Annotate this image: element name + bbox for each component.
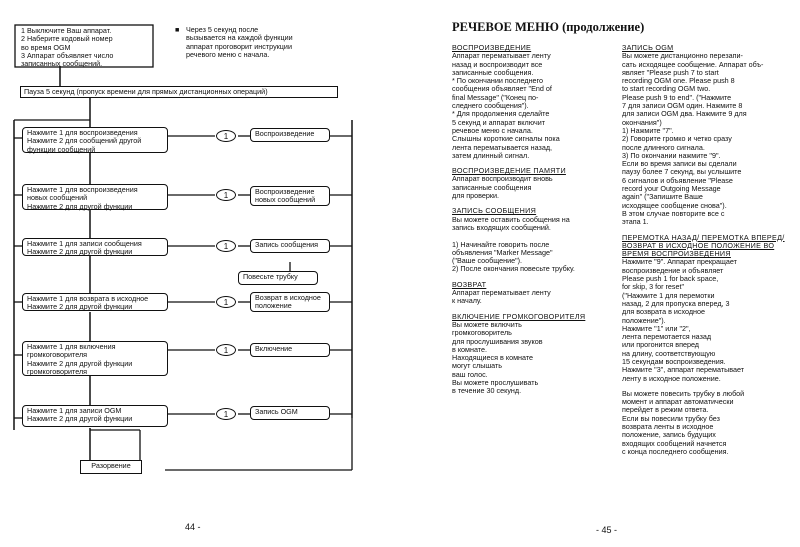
section-line: для проверки. — [452, 191, 500, 201]
action-box-5: Включение — [250, 343, 330, 357]
section-line: входящих сообщений начнется — [622, 438, 727, 448]
section-line: Находящиеся в комнате — [452, 353, 534, 363]
section-heading: ВОЗВРАТ — [452, 279, 487, 289]
note-marker: ■ — [175, 25, 180, 34]
section — [622, 44, 792, 227]
section-line: Нажмите "3", аппарат перематывает — [622, 365, 745, 375]
section-line: again" ("Запишите Ваше — [622, 192, 703, 202]
section-line: сать исходящее сообщение. Аппарат объ- — [622, 59, 764, 69]
section-line: Please push 1 for back space, — [622, 274, 719, 284]
section-heading: ЗАПИСЬ СООБЩЕНИЯ — [452, 206, 537, 216]
action-box-6: Запись OGM — [250, 406, 330, 420]
section-line: for skip, 3 for reset" — [622, 282, 685, 292]
section-line: 2) Говорите громко и четко сразу — [622, 134, 732, 144]
section-line: ("Нажмите 1 для перемотки — [622, 290, 715, 300]
section-line: возврата ленты в исходное — [622, 422, 714, 432]
section-line: * По окончании последнего — [452, 76, 544, 86]
section-line: Аппарат перематывает ленту — [452, 288, 551, 298]
intro-steps: 1 Выключите Ваш аппарат. 2 Наберите кодовый номер во время OGM 3 Аппарат объявляет число записанных сообщений. — [18, 26, 148, 66]
page-number-right: - 45 - — [596, 525, 618, 535]
section-line: исходящее сообщение снова"). — [622, 200, 727, 210]
end-box: Разорвение — [80, 460, 142, 474]
key-circle-4: 1 — [216, 296, 236, 308]
section-line: Нажмите "9". Аппарат прекращает — [622, 257, 737, 267]
section-line: к началу. — [452, 296, 482, 306]
section-line: момент и аппарат автоматически — [622, 397, 734, 407]
page-title: РЕЧЕВОЕ МЕНЮ (продолжение) — [452, 20, 645, 34]
column-1-content — [452, 44, 617, 396]
section-line: положение"). — [622, 315, 666, 325]
column-2 — [622, 44, 792, 463]
section-line: объявления "Marker Message" — [452, 247, 553, 257]
section-line: запись входящих сообщений. — [452, 222, 551, 232]
pause-box: Пауза 5 секунд (пропуск времени для прямых дистанционных операций) — [20, 86, 338, 98]
section-line: to start recording OGM two. — [622, 84, 711, 94]
section-line: Аппарат воспроизводит вновь — [452, 174, 553, 184]
section — [452, 313, 617, 396]
section-line: назад, 2 для пропуска вперед, 3 — [622, 298, 730, 308]
section-line: Вы можете дистанционно перезапи- — [622, 51, 743, 61]
section-line: записанные сообщения — [452, 182, 532, 192]
section-line: после длинного сигнала. — [622, 142, 705, 152]
action-box-1: Воспроизведение — [250, 128, 330, 142]
section-line: Слышны короткие сигналы пока — [452, 134, 560, 144]
section-line: В этом случае повторите все с — [622, 208, 725, 218]
section-line: Вы можете оставить сообщения на — [452, 214, 570, 224]
section-line: затем длинный сигнал. — [452, 150, 530, 160]
column-1 — [452, 44, 617, 403]
section-line: или прогонится вперед — [622, 340, 699, 350]
section-line: final Message" ("Конец по- — [452, 92, 539, 102]
menu-box-4: Нажмите 1 для возврата в исходное Нажмите 2 для другой функции — [22, 293, 168, 311]
section-line: для прослушивания звуков — [452, 336, 543, 346]
key-circle-5: 1 — [216, 344, 236, 356]
section-line: recording OGM one. Please push 8 — [622, 76, 735, 86]
section-line: ("Ваше сообщение"). — [452, 256, 523, 266]
section-line: Please push 9 to end". ("Нажмите — [622, 92, 732, 102]
column-2-content — [622, 44, 792, 456]
key-circle-1: 1 — [216, 130, 236, 142]
section-line: для записи OGM два. Нажмите 9 для — [622, 109, 747, 119]
section-line: окончания") — [622, 117, 662, 127]
action-box-4: Возврат в исходное положение — [250, 292, 330, 312]
section-line: этапа 1. — [622, 217, 649, 227]
section-line: в комнате. — [452, 344, 487, 354]
right-page — [400, 0, 800, 547]
action-box-2: Воспроизведение новых сообщений — [250, 186, 330, 206]
section-line: 7 для записи OGM один. Нажмите 8 — [622, 101, 743, 111]
section-line: 6 сигналов и объявление "Please — [622, 175, 733, 185]
section-line: Нажмите "1" или "2", — [622, 323, 691, 333]
section-line: record your Outgoing Message — [622, 184, 721, 194]
section-heading: ЗАПИСЬ OGM — [622, 43, 674, 52]
menu-box-3: Нажмите 1 для записи сообщения Нажмите 2 для другой функции — [22, 238, 168, 256]
section-line: перейдет в режим ответа. — [622, 405, 709, 415]
section-line: на длину, соответствующую — [622, 348, 716, 358]
intro-box-border — [14, 24, 154, 68]
section-line: * Для продолжения сделайте — [452, 109, 550, 119]
section-heading: ВОСПРОИЗВЕДЕНИЕ ПАМЯТИ — [452, 166, 566, 176]
section-line: громкоговоритель — [452, 328, 512, 338]
section-line: Если вы повесили трубку без — [622, 413, 720, 423]
section-line: 1) Нажмите "7". — [622, 125, 674, 135]
action-box-3: Запись сообщения — [250, 239, 330, 253]
section-line: Если во время записи вы сделали — [622, 159, 737, 169]
section-line: Аппарат перематывает ленту — [452, 51, 551, 61]
section-line: речевое меню с начала. — [452, 125, 533, 135]
section-line: с конца последнего сообщения. — [622, 446, 729, 456]
section-line: для возврата в исходное — [622, 307, 706, 317]
menu-box-1: Нажмите 1 для воспроизведения Нажмите 2 для сообщений другой функции сообщений — [22, 127, 168, 153]
section-line: ваш голос. — [452, 369, 488, 379]
section-line: записанные сообщения. — [452, 67, 534, 77]
section-line: 15 секундам воспроизведения. — [622, 356, 726, 366]
section-line: назад и воспроизводит все — [452, 59, 543, 69]
section — [452, 207, 617, 273]
section — [452, 44, 617, 160]
note: Через 5 секунд после вызывается на каждой функции аппарат проговорит инструкции речевого меню с начала. — [186, 25, 293, 59]
section-line: ленту в исходное положение. — [622, 373, 721, 383]
section-line: в течение 30 секунд. — [452, 386, 522, 396]
key-circle-3: 1 — [216, 240, 236, 252]
section-line: сообщения объявляет "End of — [452, 84, 552, 94]
key-circle-6: 1 — [216, 408, 236, 420]
menu-box-6: Нажмите 1 для записи OGM Нажмите 2 для другой функции — [22, 405, 168, 427]
menu-box-5: Нажмите 1 для включения громкоговорителя Нажмите 2 для другой функции громкоговорителя — [22, 341, 168, 376]
section-heading: ВОСПРОИЗВЕДЕНИЕ — [452, 43, 532, 52]
section-line: лента перемотается назад — [622, 332, 712, 342]
menu-box-2: Нажмите 1 для воспроизведения новых сообщений Нажмите 2 для другой функции — [22, 184, 168, 210]
section-line: лента перематывается назад, — [452, 142, 553, 152]
section — [452, 167, 617, 200]
section-line: 5 секунд и аппарат включит — [452, 117, 546, 127]
section — [452, 281, 617, 306]
section-line: положение, запись будущих — [622, 430, 716, 440]
section-line: являет "Please push 7 to start — [622, 67, 719, 77]
section-line: 1) Начинайте говорить после — [452, 239, 550, 249]
section-line: Вы можете включить — [452, 319, 522, 329]
key-circle-2: 1 — [216, 189, 236, 201]
section-line: Вы можете прослушивать — [452, 377, 539, 387]
section — [622, 390, 792, 456]
section-line: паузу более 7 секунд, вы услышите — [622, 167, 742, 177]
section-line: воспроизведение и объявляет — [622, 265, 724, 275]
section-line: 2) После окончания повесьте трубку. — [452, 264, 575, 274]
section-heading: ВКЛЮЧЕНИЕ ГРОМКОГОВОРИТЕЛЯ — [452, 311, 586, 321]
section-heading: ПЕРЕМОТКА НАЗАД/ ПЕРЕМОТКА ВПЕРЕД/ ВОЗВРАТ В ИСХОДНОЕ ПОЛОЖЕНИЕ ВО ВРЕМЯ ВОСПРОИЗВЕДЕНИЯ — [622, 232, 785, 259]
hang-up-box: Повесьте трубку — [238, 271, 318, 285]
section-line: Вы можете повесить трубку в любой — [622, 388, 745, 398]
page-number-left: 44 - — [185, 522, 201, 532]
section — [622, 234, 792, 383]
section-line: следнего сообщения"). — [452, 101, 529, 111]
section-line: 3) По окончании нажмите "9". — [622, 150, 721, 160]
section-line: могут слышать — [452, 361, 503, 371]
